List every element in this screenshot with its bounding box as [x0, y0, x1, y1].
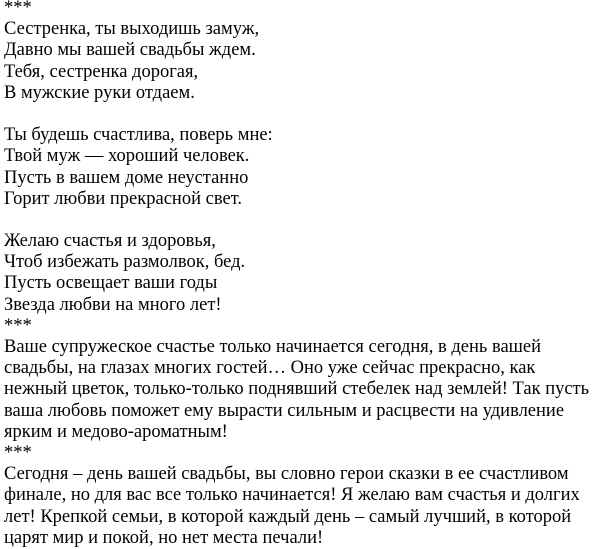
separator: *** — [4, 442, 32, 463]
poem-line: Звезда любви на много лет! — [4, 294, 222, 315]
separator: *** — [4, 315, 32, 336]
paragraph-line: нежный цветок, только-только поднявший стебелек над землей! Так пусть — [4, 379, 590, 400]
poem-line: Чтоб избежать размолвок, бед. — [4, 252, 246, 273]
paragraph-line: финале, но для вас все только начинается! Я желаю вам счастья и долгих — [4, 485, 580, 506]
stanza-gap — [4, 104, 608, 125]
document-page — [4, 0, 608, 549]
paragraph-line: ваша любовь поможет ему вырасти сильным и расцвести на удивление — [4, 400, 565, 421]
poem-line: Тебя, сестренка дорогая, — [4, 61, 199, 82]
poem-stanza-2 — [4, 125, 608, 210]
poem-stanza-1 — [4, 19, 608, 104]
stanza-gap — [4, 210, 608, 231]
poem-line: Ты будешь счастлива, поверь мне: — [4, 125, 273, 146]
paragraph-line: свадьбы, на глазах многих гостей… Оно уже сейчас прекрасно, как — [4, 358, 536, 379]
poem-line: Сестренка, ты выходишь замуж, — [4, 19, 260, 40]
poem-line: Горит любви прекрасной свет. — [4, 188, 242, 209]
poem-line: Пусть в вашем доме неустанно — [4, 167, 249, 188]
poem-stanza-3 — [4, 231, 608, 316]
paragraph-line: лет! Крепкой семьи, в которой каждый день – самый лучший, в которой — [4, 506, 572, 527]
poem-line: В мужские руки отдаем. — [4, 82, 195, 103]
poem-line: Давно мы вашей свадьбы ждем. — [4, 40, 256, 61]
paragraph-line: Сегодня – день вашей свадьбы, вы словно герои сказки в ее счастливом — [4, 464, 569, 485]
poem-line: Пусть освещает ваши годы — [4, 273, 218, 294]
paragraph-line: ярким и медово-ароматным! — [4, 421, 228, 442]
poem-line: Желаю счастья и здоровья, — [4, 231, 216, 252]
poem-line: Твой муж — хороший человек. — [4, 146, 250, 167]
paragraph-line: царят мир и покой, но нет места печали! — [4, 527, 324, 548]
paragraph-line: Ваше супружеское счастье только начинается сегодня, в день вашей — [4, 337, 542, 357]
separator: *** — [4, 0, 32, 18]
wish-paragraph-1 — [4, 337, 608, 443]
wish-paragraph-2 — [4, 464, 608, 549]
